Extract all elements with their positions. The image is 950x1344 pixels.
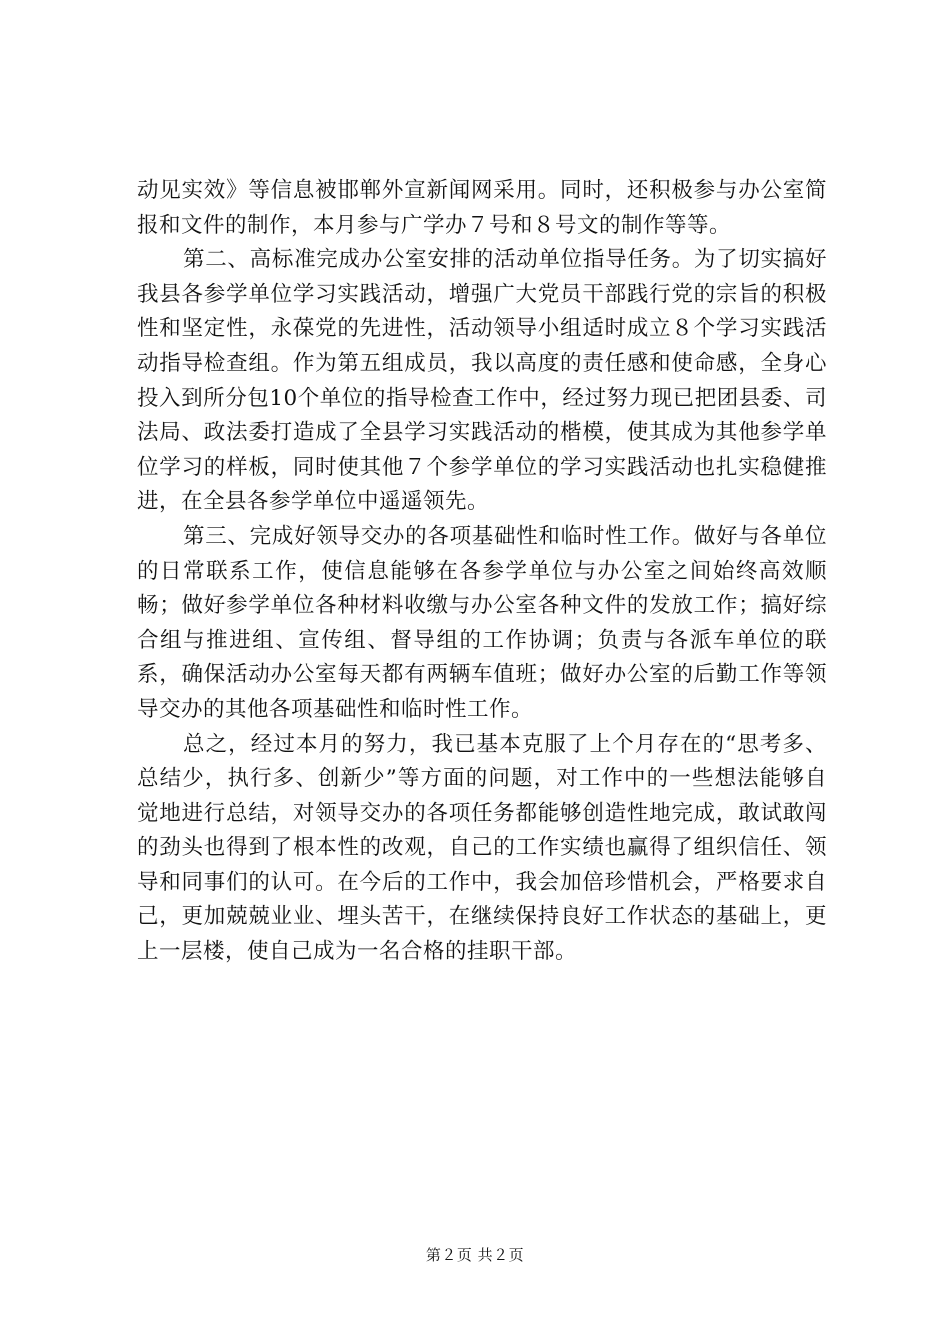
paragraph-second: 第二、高标准完成办公室安排的活动单位指导任务。为了切实搞好我县各参学单位学习实践活动，增强广大党员干部践行党的宗旨的积极性和坚定性，永葆党的先进性，活动领导小组适时成立８个学习实践活动指导检查组。作为第五组成员，我以高度的责任感和使命感，全身心投入到所分包10个单位的指导检查工作中，经过努力现已把团县委、司法局、政法委打造成了全县学习实践活动的楷模，使其成为其他参学单位学习的样板，同时使其他７个参学单位的学习实践活动也扎实稳健推进，在全县各参学单位中遥遥领先。 bbox=[137, 247, 827, 515]
paragraph-continuation: 动见实效》等信息被邯郸外宣新闻网采用。同时，还积极参与办公室简报和文件的制作，本月参与广学办７号和８号文的制作等等。 bbox=[137, 178, 827, 238]
page-footer: 第２页 共２页 bbox=[425, 1246, 525, 1264]
paragraph-summary: 总之，经过本月的努力，我已基本克服了上个月存在的“思考多、总结少，执行多、创新少”等方面的问题，对工作中的一些想法能够自觉地进行总结，对领导交办的各项任务都能够创造性地完成，敢试敢闯的劲头也得到了根本性的改观，自己的工作实绩也赢得了组织信任、领导和同事们的认可。在今后的工作中，我会加倍珍惜机会，严格要求自己，更加兢兢业业、埋头苦干，在继续保持良好工作状态的基础上，更上一层楼，使自己成为一名合格的挂职干部。 bbox=[137, 731, 827, 965]
document-body bbox=[137, 174, 827, 970]
paragraph-third: 第三、完成好领导交办的各项基础性和临时性工作。做好与各单位的日常联系工作，使信息能够在各参学单位与办公室之间始终高效顺畅；做好参学单位各种材料收缴与办公室各种文件的发放工作；搞好综合组与推进组、宣传组、督导组的工作协调；负责与各派车单位的联系，确保活动办公室每天都有两辆车值班；做好办公室的后勤工作等领导交办的其他各项基础性和临时性工作。 bbox=[137, 523, 827, 722]
